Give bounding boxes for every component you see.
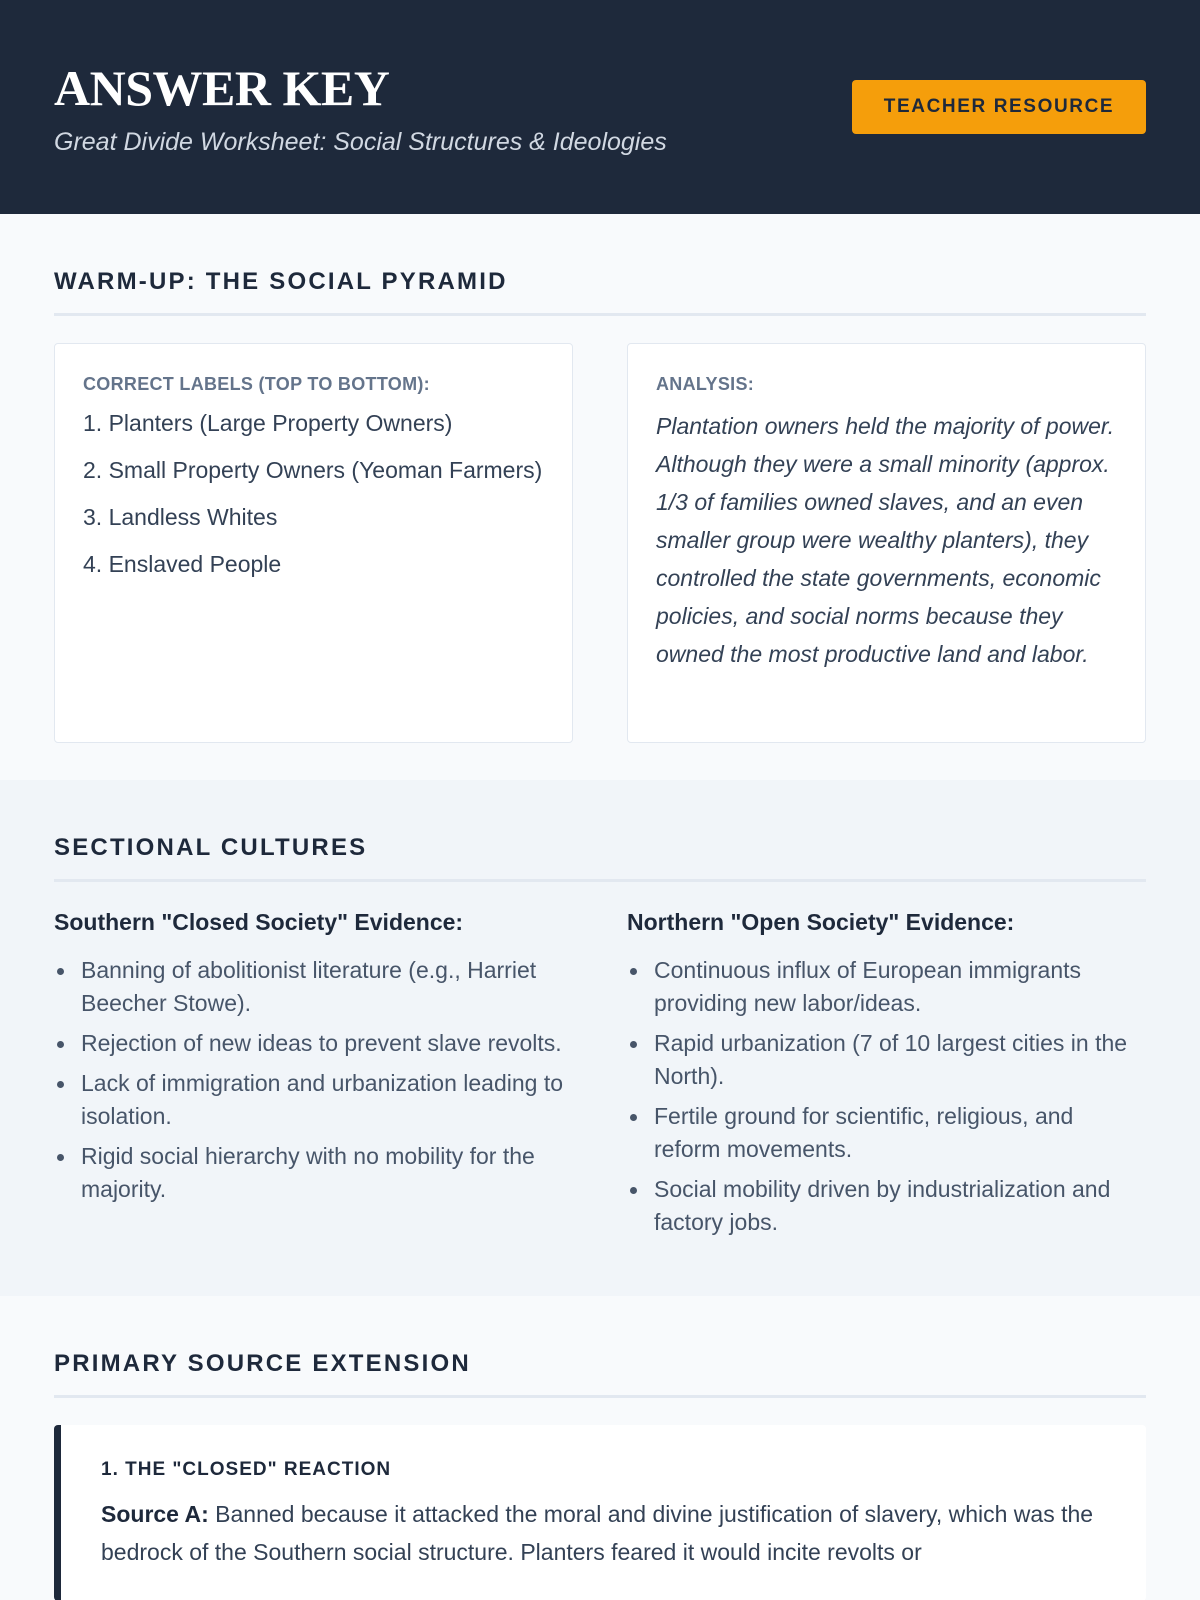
source-body: Banned because it attacked the moral and divine justification of slavery, which was the bedrock of the Southern social structure. Planters feared it would incite revolts or xyxy=(101,1501,1094,1565)
labels-card xyxy=(54,343,573,743)
sectional-section xyxy=(0,780,1200,1296)
analysis-heading: ANALYSIS: xyxy=(656,374,755,394)
label-item: 1. Planters (Large Property Owners) xyxy=(83,410,453,436)
label-item: 4. Enslaved People xyxy=(83,551,282,577)
list-item: Rejection of new ideas to prevent slave revolts. xyxy=(54,1027,573,1060)
south-list xyxy=(54,954,573,1206)
primary-source-section-title: PRIMARY SOURCE EXTENSION xyxy=(54,1350,1146,1398)
label-item: 3. Landless Whites xyxy=(83,504,278,530)
list-item: Rigid social hierarchy with no mobility for the majority. xyxy=(54,1140,573,1206)
list-item: Social mobility driven by industrialization and factory jobs. xyxy=(627,1173,1146,1239)
teacher-resource-badge: TEACHER RESOURCE xyxy=(852,80,1146,134)
south-column xyxy=(54,909,573,1246)
list-item: Banning of abolitionist literature (e.g., Harriet Beecher Stowe). xyxy=(54,954,573,1020)
list-item: Fertile ground for scientific, religious, and reform movements. xyxy=(627,1100,1146,1166)
list-item: Rapid urbanization (7 of 10 largest cities in the North). xyxy=(627,1027,1146,1093)
north-list xyxy=(627,954,1146,1239)
list-item: Continuous influx of European immigrants providing new labor/ideas. xyxy=(627,954,1146,1020)
labels-heading: CORRECT LABELS (TOP TO BOTTOM): xyxy=(83,374,430,394)
north-heading: Northern "Open Society" Evidence: xyxy=(627,909,1015,935)
page-header xyxy=(0,0,1200,214)
page-subtitle: Great Divide Worksheet: Social Structures & Ideologies xyxy=(54,128,667,156)
label-item: 2. Small Property Owners (Yeoman Farmers) xyxy=(83,457,543,483)
sectional-section-title: SECTIONAL CULTURES xyxy=(54,834,1146,882)
warmup-section-title: WARM-UP: THE SOCIAL PYRAMID xyxy=(54,268,1146,316)
analysis-text: Plantation owners held the majority of power. Although they were a small minority (approx. 1/3 of families owned slaves, and an even smaller group were wealthy planters), they controlled the state governments, economic policies, and social norms because they owned the most productive land and labor. xyxy=(656,413,1115,667)
source-text xyxy=(101,1495,1106,1571)
header-text xyxy=(54,57,667,157)
list-item: Lack of immigration and urbanization leading to isolation. xyxy=(54,1067,573,1133)
labels-list xyxy=(83,407,544,581)
warmup-columns xyxy=(54,343,1146,743)
sectional-columns xyxy=(54,909,1146,1246)
source-lead: Source A: xyxy=(101,1501,209,1527)
analysis-card xyxy=(627,343,1146,743)
north-column xyxy=(627,909,1146,1246)
warmup-section xyxy=(0,214,1200,780)
primary-source-section xyxy=(0,1296,1200,1600)
source-card-title: 1. THE "CLOSED" REACTION xyxy=(101,1459,392,1480)
source-card xyxy=(54,1425,1146,1600)
south-heading: Southern "Closed Society" Evidence: xyxy=(54,909,464,935)
page-title: ANSWER KEY xyxy=(54,60,390,116)
